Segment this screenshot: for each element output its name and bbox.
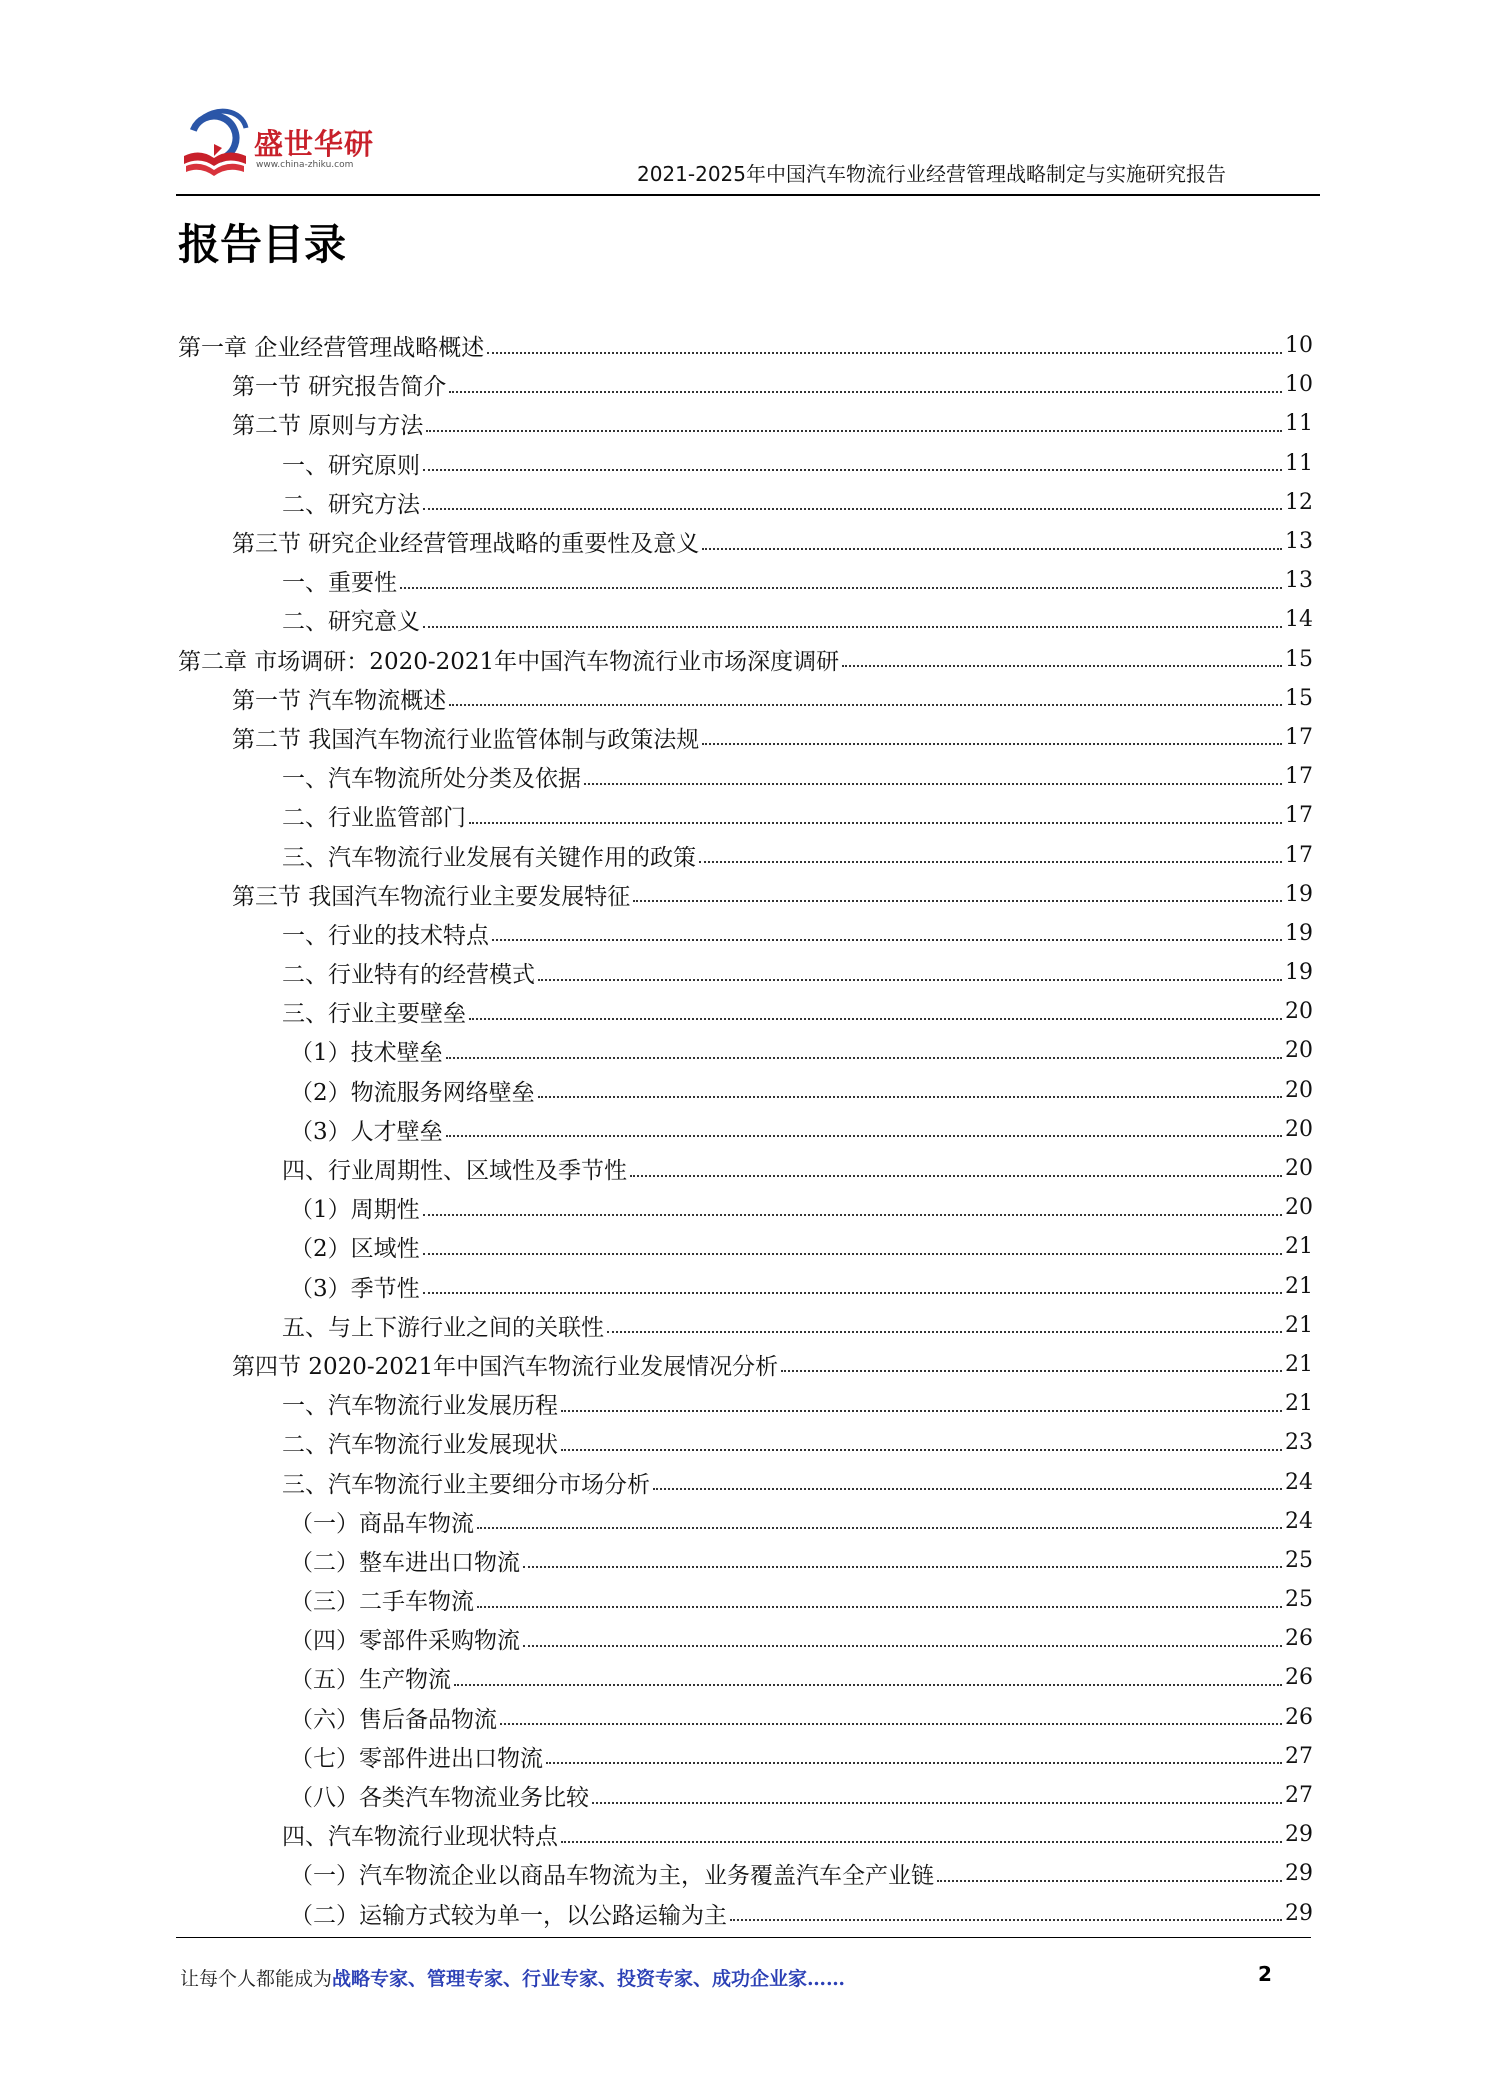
toc-entry-title: （八）各类汽车物流业务比较 xyxy=(290,1785,589,1812)
toc-entry-title: （3）人才壁垒 xyxy=(290,1118,443,1145)
toc-dot-leader xyxy=(842,665,1282,667)
toc-dot-leader xyxy=(454,1684,1282,1686)
toc-entry-title: 第二章 市场调研：2020-2021年中国汽车物流行业市场深度调研 xyxy=(178,648,840,675)
logo-name: 盛世华研 xyxy=(254,127,375,161)
toc-dot-leader xyxy=(500,1723,1282,1725)
toc-entry-title: 第二节 原则与方法 xyxy=(232,413,424,440)
toc-entry[interactable] xyxy=(178,483,1313,522)
toc-entry-title: （2）区域性 xyxy=(290,1236,420,1263)
toc-entry[interactable] xyxy=(178,718,1313,757)
toc-dot-leader xyxy=(699,861,1282,863)
toc-entry-page: 27 xyxy=(1285,1743,1313,1769)
toc-entry-page: 21 xyxy=(1285,1273,1313,1299)
toc-entry[interactable] xyxy=(178,875,1313,914)
toc-entry[interactable] xyxy=(178,796,1313,835)
toc-entry-title: 一、汽车物流所处分类及依据 xyxy=(282,766,581,793)
toc-entry[interactable] xyxy=(178,1267,1313,1306)
toc-entry[interactable] xyxy=(178,679,1313,718)
toc-entry-title: （七）零部件进出口物流 xyxy=(290,1745,543,1772)
toc-entry-title: （三）二手车物流 xyxy=(290,1589,474,1616)
toc-entry-title: 四、行业周期性、区域性及季节性 xyxy=(282,1158,627,1185)
toc-dot-leader xyxy=(561,1841,1282,1843)
footer-slogan-prefix: 让每个人都能成为 xyxy=(180,1968,333,1990)
toc-dot-leader xyxy=(477,1527,1282,1529)
toc-entry[interactable] xyxy=(178,953,1313,992)
toc-entry-page: 24 xyxy=(1285,1469,1313,1495)
toc-entry-title: 第二节 我国汽车物流行业监管体制与政策法规 xyxy=(232,726,700,753)
toc-entry[interactable] xyxy=(178,404,1313,443)
toc-dot-leader xyxy=(546,1762,1282,1764)
toc-entry[interactable] xyxy=(178,561,1313,600)
toc-entry-page: 25 xyxy=(1285,1547,1313,1573)
toc-entry-title: 一、重要性 xyxy=(282,570,397,597)
toc-entry-page: 20 xyxy=(1285,1195,1313,1221)
toc-dot-leader xyxy=(702,743,1282,745)
toc-entry-page: 26 xyxy=(1285,1704,1313,1730)
toc-entry-page: 12 xyxy=(1285,489,1313,515)
toc-dot-leader xyxy=(426,430,1282,432)
toc-entry-title: 第一章 企业经营管理战略概述 xyxy=(178,335,485,362)
toc-entry-page: 21 xyxy=(1285,1312,1313,1338)
toc-entry[interactable] xyxy=(178,914,1313,953)
toc-entry[interactable] xyxy=(178,1502,1313,1541)
toc-dot-leader xyxy=(592,1802,1282,1804)
toc-entry-title: 三、汽车物流行业发展有关键作用的政策 xyxy=(282,844,696,871)
toc-entry-page: 20 xyxy=(1285,1038,1313,1064)
toc-entry-page: 21 xyxy=(1285,1391,1313,1417)
toc-dot-leader xyxy=(538,1096,1282,1098)
toc-dot-leader xyxy=(423,1214,1282,1216)
toc-entry-title: 三、汽车物流行业主要细分市场分析 xyxy=(282,1471,650,1498)
toc-entry-title: 二、行业特有的经营模式 xyxy=(282,962,535,989)
toc-dot-leader xyxy=(561,1449,1282,1451)
toc-dot-leader xyxy=(561,1410,1282,1412)
toc-entry[interactable] xyxy=(178,1815,1313,1854)
toc-entry-title: （1）技术壁垒 xyxy=(290,1040,443,1067)
toc-dot-leader xyxy=(633,900,1282,902)
toc-entry-page: 17 xyxy=(1285,842,1313,868)
toc-entry-title: 五、与上下游行业之间的关联性 xyxy=(282,1314,604,1341)
toc-dot-leader xyxy=(400,587,1282,589)
company-logo xyxy=(176,104,396,182)
toc-entry-page: 11 xyxy=(1285,450,1313,476)
report-title: 2021-2025年中国汽车物流行业经营管理战略制定与实施研究报告 xyxy=(636,162,1226,186)
toc-dot-leader xyxy=(423,1253,1282,1255)
toc-entry-page: 17 xyxy=(1285,764,1313,790)
toc-entry[interactable] xyxy=(178,1737,1313,1776)
toc-entry-page: 25 xyxy=(1285,1587,1313,1613)
toc-entry-page: 26 xyxy=(1285,1626,1313,1652)
toc-entry-page: 19 xyxy=(1285,920,1313,946)
toc-dot-leader xyxy=(423,1292,1282,1294)
page-number: 2 xyxy=(1258,1962,1272,1986)
toc-dot-leader xyxy=(449,391,1282,393)
toc-entry-title: 二、汽车物流行业发展现状 xyxy=(282,1432,558,1459)
toc-dot-leader xyxy=(423,508,1282,510)
toc-entry-page: 10 xyxy=(1285,372,1313,398)
toc-entry-page: 29 xyxy=(1285,1900,1313,1926)
toc-dot-leader xyxy=(584,783,1282,785)
toc-entry-page: 23 xyxy=(1285,1430,1313,1456)
toc-entry-title: 第一节 研究报告简介 xyxy=(232,374,447,401)
toc-entry-title: 一、行业的技术特点 xyxy=(282,922,489,949)
toc-dot-leader xyxy=(469,822,1282,824)
toc-entry-page: 17 xyxy=(1285,724,1313,750)
toc-entry[interactable] xyxy=(178,835,1313,874)
toc-entry[interactable] xyxy=(178,640,1313,679)
toc-entry-title: 二、研究方法 xyxy=(282,491,420,518)
toc-entry-page: 10 xyxy=(1285,333,1313,359)
toc-entry-page: 29 xyxy=(1285,1822,1313,1848)
toc-entry[interactable] xyxy=(178,1462,1313,1501)
toc-entry[interactable] xyxy=(178,444,1313,483)
toc-entry-page: 27 xyxy=(1285,1783,1313,1809)
toc-dot-leader xyxy=(446,1135,1282,1137)
toc-entry-page: 26 xyxy=(1285,1665,1313,1691)
toc-entry-title: （一）商品车物流 xyxy=(290,1510,474,1537)
toc-entry[interactable] xyxy=(178,1698,1313,1737)
toc-entry-title: （五）生产物流 xyxy=(290,1667,451,1694)
footer-divider xyxy=(176,1937,1311,1938)
toc-dot-leader xyxy=(487,352,1282,354)
toc-entry-title: （3）季节性 xyxy=(290,1275,420,1302)
toc-dot-leader xyxy=(781,1370,1282,1372)
toc-entry[interactable] xyxy=(178,1854,1313,1893)
toc-entry-title: （六）售后备品物流 xyxy=(290,1706,497,1733)
toc-entry-title: 四、汽车物流行业现状特点 xyxy=(282,1824,558,1851)
toc-entry[interactable] xyxy=(178,1658,1313,1697)
toc-entry-page: 29 xyxy=(1285,1861,1313,1887)
toc-dot-leader xyxy=(446,1057,1282,1059)
toc-dot-leader xyxy=(630,1175,1282,1177)
toc-entry[interactable] xyxy=(178,1776,1313,1815)
toc-entry[interactable] xyxy=(178,1071,1313,1110)
toc-dot-leader xyxy=(607,1331,1282,1333)
toc-entry[interactable] xyxy=(178,1580,1313,1619)
toc-entry-page: 15 xyxy=(1285,685,1313,711)
toc-entry-title: 一、汽车物流行业发展历程 xyxy=(282,1393,558,1420)
table-of-contents xyxy=(178,326,1313,1933)
toc-dot-leader xyxy=(523,1645,1282,1647)
toc-entry[interactable] xyxy=(178,365,1313,404)
toc-entry[interactable] xyxy=(178,600,1313,639)
toc-dot-leader xyxy=(423,626,1282,628)
toc-dot-leader xyxy=(423,469,1282,471)
toc-dot-leader xyxy=(449,704,1282,706)
toc-entry[interactable] xyxy=(178,1188,1313,1227)
toc-entry-title: （四）零部件采购物流 xyxy=(290,1628,520,1655)
toc-dot-leader xyxy=(492,939,1282,941)
toc-dot-leader xyxy=(702,548,1282,550)
toc-entry-title: （一）汽车物流企业以商品车物流为主，业务覆盖汽车全产业链 xyxy=(290,1863,934,1890)
toc-entry-page: 19 xyxy=(1285,960,1313,986)
toc-entry[interactable] xyxy=(178,1110,1313,1149)
toc-entry[interactable] xyxy=(178,326,1313,365)
toc-dot-leader xyxy=(523,1566,1282,1568)
toc-entry-title: 第四节 2020-2021年中国汽车物流行业发展情况分析 xyxy=(232,1353,779,1380)
page-heading: 报告目录 xyxy=(178,220,347,269)
logo-url: www.china-zhiku.com xyxy=(256,160,354,170)
toc-entry[interactable] xyxy=(178,1227,1313,1266)
toc-entry[interactable] xyxy=(178,1149,1313,1188)
toc-entry-title: （二）运输方式较为单一，以公路运输为主 xyxy=(290,1902,727,1929)
toc-dot-leader xyxy=(469,1018,1282,1020)
toc-entry-title: 一、研究原则 xyxy=(282,452,420,479)
toc-entry-title: 第一节 汽车物流概述 xyxy=(232,687,447,714)
toc-dot-leader xyxy=(937,1880,1282,1882)
toc-entry[interactable] xyxy=(178,757,1313,796)
toc-entry-title: 第三节 我国汽车物流行业主要发展特征 xyxy=(232,883,631,910)
toc-entry-page: 20 xyxy=(1285,1116,1313,1142)
toc-entry[interactable] xyxy=(178,1423,1313,1462)
toc-entry[interactable] xyxy=(178,1345,1313,1384)
toc-entry-page: 20 xyxy=(1285,1156,1313,1182)
toc-entry-title: 三、行业主要壁垒 xyxy=(282,1001,466,1028)
toc-entry-page: 15 xyxy=(1285,646,1313,672)
toc-entry-page: 20 xyxy=(1285,999,1313,1025)
toc-entry-page: 13 xyxy=(1285,529,1313,555)
toc-entry-page: 20 xyxy=(1285,1077,1313,1103)
toc-entry[interactable] xyxy=(178,1541,1313,1580)
toc-entry-page: 11 xyxy=(1285,411,1313,437)
toc-entry-page: 21 xyxy=(1285,1351,1313,1377)
toc-entry-page: 17 xyxy=(1285,803,1313,829)
toc-entry[interactable] xyxy=(178,1031,1313,1070)
toc-entry-page: 13 xyxy=(1285,568,1313,594)
toc-entry[interactable] xyxy=(178,1306,1313,1345)
toc-entry[interactable] xyxy=(178,522,1313,561)
footer-slogan-highlight: 战略专家、管理专家、行业专家、投资专家、成功企业家…… xyxy=(332,1968,846,1990)
toc-entry[interactable] xyxy=(178,1384,1313,1423)
toc-dot-leader xyxy=(538,979,1282,981)
toc-entry-page: 19 xyxy=(1285,881,1313,907)
toc-entry-title: 二、行业监管部门 xyxy=(282,805,466,832)
header-divider xyxy=(176,194,1320,196)
toc-entry-title: 二、研究意义 xyxy=(282,609,420,636)
toc-entry-page: 21 xyxy=(1285,1234,1313,1260)
toc-entry-title: （1）周期性 xyxy=(290,1197,420,1224)
toc-entry-title: （2）物流服务网络壁垒 xyxy=(290,1079,535,1106)
toc-dot-leader xyxy=(477,1606,1282,1608)
toc-dot-leader xyxy=(730,1919,1282,1921)
logo-book-icon xyxy=(176,104,254,182)
toc-entry-page: 24 xyxy=(1285,1508,1313,1534)
toc-entry[interactable] xyxy=(178,992,1313,1031)
toc-entry-page: 14 xyxy=(1285,607,1313,633)
toc-entry[interactable] xyxy=(178,1894,1313,1933)
footer-slogan xyxy=(180,1964,845,1991)
toc-entry-title: （二）整车进出口物流 xyxy=(290,1549,520,1576)
toc-entry-title: 第三节 研究企业经营管理战略的重要性及意义 xyxy=(232,531,700,558)
toc-entry[interactable] xyxy=(178,1619,1313,1658)
toc-dot-leader xyxy=(653,1488,1282,1490)
